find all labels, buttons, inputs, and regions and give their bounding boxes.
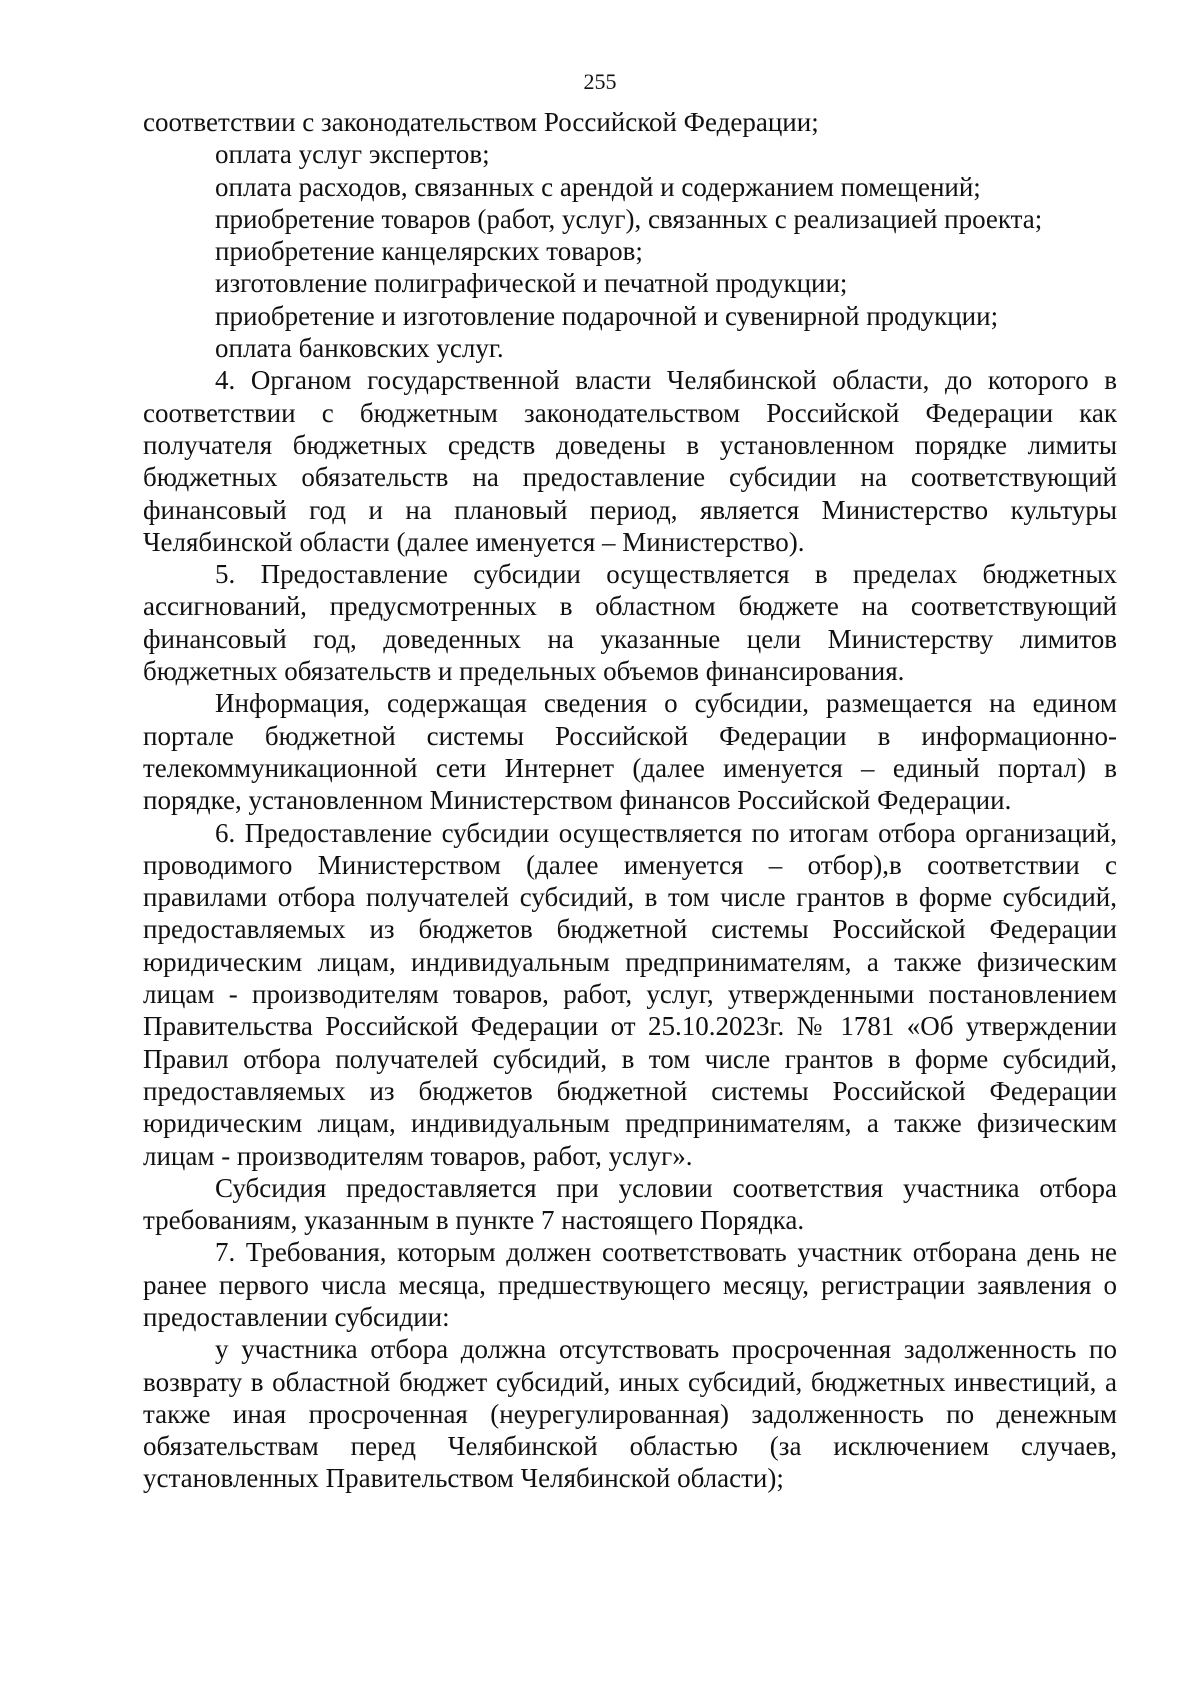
paragraph-section-6: 6. Предоставление субсидии осуществляется по итогам отбора организаций, проводимого Министерством (далее именуется – отбор),в соответствии с правилами отбора получателей субсидий, в том числе грантов в форме субсидий, предоставляемых из бюджетов бюджетной системы Российской Федерации юридическим лицам, индивидуальным предпринимателям, а также физическим лицам - производителям товаров, работ, услуг, утвержденными постановлением Правительства Российской Федерации от 25.10.2023г. № 1781 «Об утверждении Правил отбора получателей субсидий, в том числе грантов в форме субсидий, предоставляемых из бюджетов бюджетной системы Российской Федерации юридическим лицам, индивидуальным предпринимателям, а также физическим лицам - производителям товаров, работ, услуг».: [143, 817, 1117, 1171]
list-item-bank-services: оплата банковских услуг.: [215, 333, 504, 364]
paragraph-info-portal: Информация, содержащая сведения о субсидии, размещается на едином портале бюджетной системы Российской Федерации в информационно-телекоммуникационной сети Интернет (далее именуется – единый портал) в порядке, установленном Министерством финансов Российской Федерации.: [143, 688, 1117, 816]
list-item-rent-costs: оплата расходов, связанных с арендой и содержанием помещений;: [215, 171, 981, 202]
paragraph-section-4: 4. Органом государственной власти Челябинской области, до которого в соответствии с бюджетным законодательством Российской Федерации как получателя бюджетных средств доведены в установленном порядке лимиты бюджетных обязательств на предоставление субсидии на соответствующий финансовый год и на плановый период, является Министерство культуры Челябинской области (далее именуется – Министерство).: [143, 365, 1117, 557]
paragraph-section-7: 7. Требования, которым должен соответствовать участник отборана день не ранее первого числа месяца, предшествующего месяцу, регистрации заявления о предоставлении субсидии:: [143, 1237, 1117, 1332]
paragraph-subsidy-condition: Субсидия предоставляется при условии соответствия участника отбора требованиям, указанным в пункте 7 настоящего Порядка.: [143, 1172, 1117, 1236]
paragraph-no-debt-requirement: у участника отбора должна отсутствовать просроченная задолженность по возврату в областной бюджет субсидий, иных субсидий, бюджетных инвестиций, а также иная просроченная (неурегулированная) задолженность по денежным обязательствам перед Челябинской областью (за исключением случаев, установленных Правительством Челябинской области);: [143, 1334, 1117, 1494]
list-item-project-goods: приобретение товаров (работ, услуг), связанных с реализацией проекта;: [215, 203, 1043, 234]
paragraph-continuation: соответствии с законодательством Российской Федерации;: [143, 107, 819, 137]
document-body: [143, 106, 1117, 1495]
page-number: 255: [583, 69, 617, 94]
paragraph-section-5: 5. Предоставление субсидии осуществляется в пределах бюджетных ассигнований, предусмотренных в областном бюджете на соответствующий финансовый год, доведенных на указанные цели Министерству лимитов бюджетных обязательств и предельных объемов финансирования.: [143, 559, 1117, 687]
list-item-souvenirs: приобретение и изготовление подарочной и сувенирной продукции;: [215, 300, 999, 331]
list-item-printing: изготовление полиграфической и печатной продукции;: [215, 268, 848, 299]
list-item-expert-fees: оплата услуг экспертов;: [215, 139, 490, 170]
list-item-stationery: приобретение канцелярских товаров;: [215, 236, 643, 267]
